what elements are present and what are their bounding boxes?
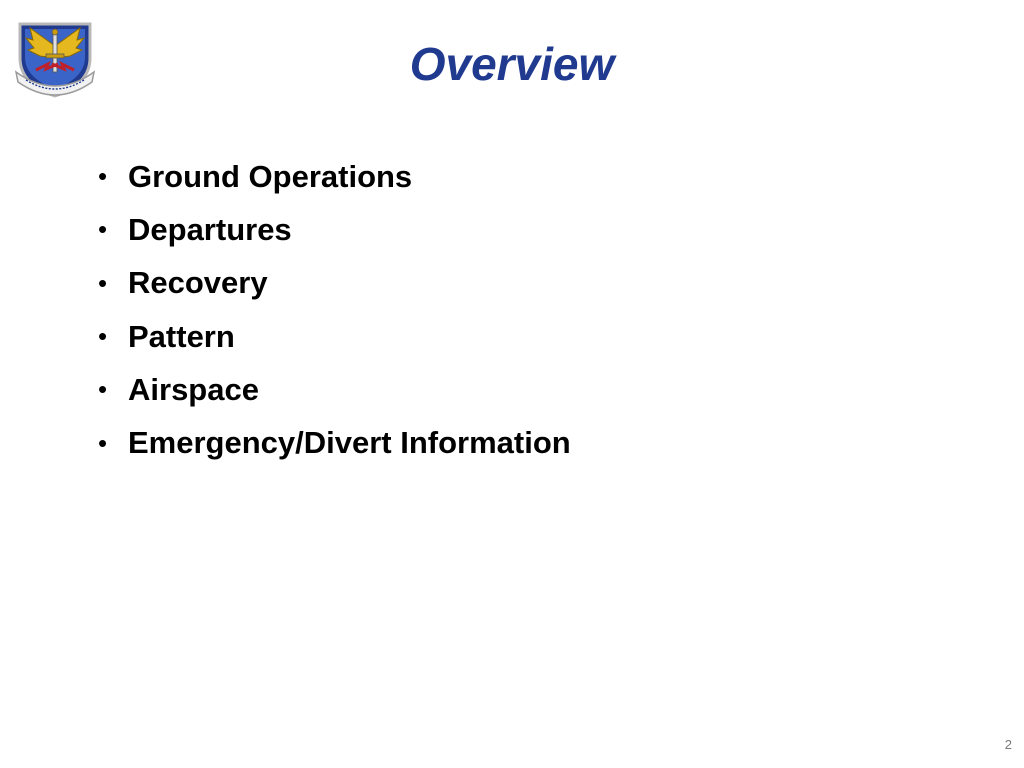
bullet-text: Departures <box>128 211 292 247</box>
bullet-text: Emergency/Divert Information <box>128 425 571 461</box>
bullet-text: Pattern <box>128 318 235 354</box>
bullet-item-pattern <box>98 310 571 363</box>
bullet-text: Ground Operations <box>128 158 413 194</box>
bullet-icon: • <box>98 161 108 192</box>
bullet-list <box>98 150 571 470</box>
bullet-item-airspace <box>98 363 571 416</box>
bullet-text: Airspace <box>128 371 259 407</box>
bullet-text: Recovery <box>128 265 268 301</box>
bullet-icon: • <box>98 267 108 298</box>
bullet-icon: • <box>98 374 108 405</box>
bullet-item-recovery <box>98 257 571 310</box>
page-number: 2 <box>1004 737 1012 752</box>
bullet-icon: • <box>98 427 108 458</box>
bullet-item-ground-operations <box>98 150 571 203</box>
bullet-icon: • <box>98 214 108 245</box>
bullet-item-departures <box>98 203 571 256</box>
slide-title: Overview <box>409 38 615 90</box>
bullet-icon: • <box>98 321 108 352</box>
bullet-item-emergency-divert <box>98 416 571 469</box>
